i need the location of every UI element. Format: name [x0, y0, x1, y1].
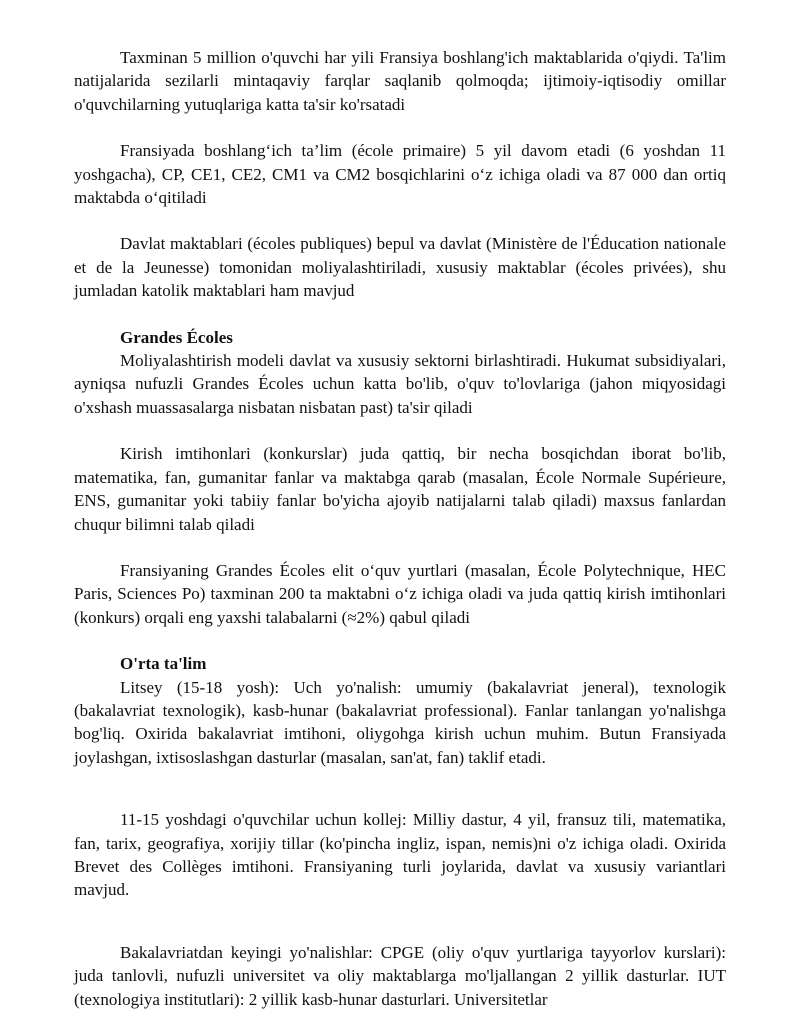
paragraph-gap: [74, 769, 726, 808]
paragraph-public-schools: Davlat maktablari (écoles publiques) bepul va davlat (Ministère de l'Éducation nationale et de la Jeunesse) tomonidan moliyalashtiriladi, xususiy maktablar (écoles privées), shu jumladan katolik maktablari ham mavjud: [74, 234, 726, 301]
paragraph-gap: [74, 536, 726, 559]
paragraph-entrance-exams: Kirish imtihonlari (konkurslar) juda qattiq, bir necha bosqichdan iborat bo'lib, matematika, fan, gumanitar fanlar va maktabga qarab (masalan, École Normale Supérieure, ENS, gumanitar yoki tabiiy fanlar bo'yicha ajoyib natijalarni talab qiladi) maxsus fanlardan chuqur bilimni talab qiladi: [74, 444, 726, 534]
paragraph-post-bac: Bakalavriatdan keyingi yo'nalishlar: CPGE (oliy o'quv yurtlariga tayyorlov kurslari): juda tanlovli, nufuzli universitet va oliy maktablarga mo'ljallangan 2 yillik dasturlar. IUT (texnologiya institutlari): 2 yillik kasb-hunar dasturlari. Universitetlar: [74, 942, 726, 1009]
paragraph-gap: [74, 116, 726, 139]
paragraph-gap: [74, 629, 726, 652]
section-heading-grandes-ecoles: Grandes Écoles: [120, 327, 233, 347]
paragraph-gap: [74, 902, 726, 941]
paragraph-elite-schools: Fransiyaning Grandes Écoles elit o‘quv yurtlari (masalan, École Polytechnique, HEC Paris, Sciences Po) taxminan 200 ta maktabni o‘z ichiga oladi va juda qattiq kirish imtihonlari (konkurs) orqali eng yaxshi talabalarni (≈2%) qabul qiladi: [74, 560, 726, 627]
paragraph-gap: [74, 303, 726, 326]
paragraph-funding-model: Moliyalashtirish modeli davlat va xususiy sektorni birlashtiradi. Hukumat subsidiyalari, ayniqsa nufuzli Grandes Écoles uchun katta bo'lib, o'quv to'lovlariga (jahon miqyosidagi o'xshash muassasalarga nisbatan nisbatan past) ta'sir qiladi: [74, 351, 726, 417]
section-heading-secondary-education: O'rta ta'lim: [120, 654, 207, 674]
document-page: [74, 46, 726, 1009]
paragraph-college: 11-15 yoshdagi o'quvchilar uchun kollej: Milliy dastur, 4 yil, fransuz tili, matematika, fan, tarix, geografiya, xorijiy tillar (ko'pincha ingliz, ispan, nemis)ni o'z ichiga oladi. Oxirida Brevet des Collèges imtihoni. Fransiyaning turli joylarida, davlat va xususiy variantlari mavjud.: [74, 810, 726, 900]
page-bottom-clip: [74, 941, 726, 1009]
paragraph-primary-education: Fransiyada boshlang‘ich ta’lim (école primaire) 5 yil davom etadi (6 yoshdan 11 yoshgacha), CP, CE1, CE2, CM1 va CM2 bosqichlarini o‘z ichiga oladi va 87 000 dan ortiq maktabda o‘qitiladi: [74, 141, 726, 208]
paragraph-lycee: Litsey (15-18 yosh): Uch yo'nalish: umumiy (bakalavriat jeneral), texnologik (bakalavriat texnologik), kasb-hunar (bakalavriat professional). Fanlar tanlangan yo'nalishga bog'liq. Oxirida bakalavriat imtihoni, oliygohga kirish uchun muhim. Butun Fransiyada joylashgan, ixtisoslashgan dasturlar (masalan, san'at, fan) taklif etadi.: [74, 677, 726, 767]
paragraph-gap: [74, 209, 726, 232]
paragraph-gap: [74, 419, 726, 442]
paragraph-primary-pupils: Taxminan 5 million o'quvchi har yili Fransiya boshlang'ich maktablarida o'qiydi. Ta'lim natijalarida sezilarli mintaqaviy farqlar saqlanib qolmoqda; ijtimoiy-iqtisodiy omillar o'quvchilarning yutuqlariga katta ta'sir ko'rsatadi: [74, 48, 726, 114]
